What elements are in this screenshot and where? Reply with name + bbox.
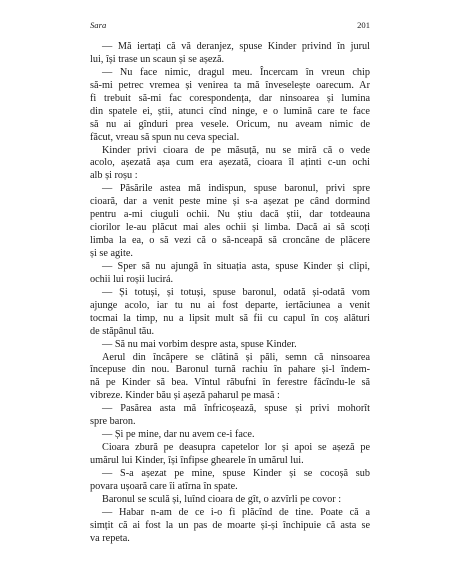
- text-line: ochii lui roșii lucirá.: [90, 273, 174, 285]
- text-line: — Nu face nimic, dragul meu. Încercam în vreun chip: [102, 66, 370, 78]
- text-line: ajunge acolo, iar tu nu ai fost departe, iertăciunea a venit: [90, 299, 370, 311]
- paragraph: [90, 145, 370, 184]
- text-line: spre baron.: [90, 416, 136, 428]
- page-number: 201: [357, 20, 370, 30]
- text-line: simțit că ai fost la un pas de moarte și-și închipuie că asta se: [90, 519, 370, 531]
- text-line: — Și pe mine, dar nu avem ce-i face.: [102, 429, 255, 441]
- body-text: [90, 41, 370, 546]
- text-line: va repeta.: [90, 532, 130, 544]
- paragraph: [90, 352, 370, 404]
- text-line: limba la ea, o să vezi că o să-nceapă să croncăne de plăcere: [90, 235, 370, 247]
- text-line: alb și roșu :: [90, 170, 138, 182]
- paragraph: [90, 41, 370, 67]
- text-line: din spatele ei, știi, atunci cînd ninge, e o lumină care te face: [90, 105, 370, 117]
- text-line: tocmai la timp, nu a lipsit mult să fii cu capul în coș alături: [90, 312, 370, 324]
- text-line: fi trebuit să-mi fac corespondența, dar ninsoarea și lumina: [90, 92, 370, 104]
- paragraph: [90, 339, 370, 352]
- text-line: — S-a așezat pe mine, spuse Kinder și se cocoșă sub: [102, 467, 370, 479]
- text-line: povara ușoară care îi atîrna în spate.: [90, 480, 238, 492]
- paragraph: [90, 183, 370, 261]
- text-line: făcut, vreau să spun nu ceva special.: [90, 131, 240, 143]
- text-line: Kinder privi cioara de pe măsuță, nu se miră că o vede: [102, 144, 370, 156]
- paragraph: [90, 403, 370, 429]
- text-line: Baronul se sculă și, luînd cioara de gît, o azvîrli pe covor :: [102, 493, 342, 505]
- text-line: — Păsările astea mă indispun, spuse baronul, privi spre: [102, 183, 370, 195]
- text-line: cioară, dar a venit peste mine și s-a așezat pe când dormind: [90, 196, 370, 208]
- text-line: și se agite.: [90, 248, 133, 259]
- paragraph: [90, 287, 370, 339]
- text-line: — Să nu mai vorbim despre asta, spuse Kinder.: [102, 338, 297, 350]
- text-line: — Habar n-am de ce i-o fi plăcînd de tine. Poate că a: [102, 506, 370, 518]
- text-line: de stăpânul tău.: [90, 325, 155, 337]
- text-line: vibreze. Kinder bău și așeză paharul pe masă :: [90, 390, 280, 402]
- text-line: să-mi petrec vremea și venirea ta mă înveselește oarecum. Ar: [90, 79, 370, 91]
- text-line: — Mă iertați că vă deranjez, spuse Kinder privind în jurul: [102, 41, 370, 52]
- running-head: Sara: [90, 20, 107, 30]
- text-line: Aerul din încăpere se clătină și păli, semn că ninsoarea: [102, 351, 370, 363]
- paragraph: [90, 261, 370, 287]
- paragraph: [90, 494, 370, 507]
- text-line: lui, își trase un scaun și se așeză.: [90, 53, 225, 65]
- paragraph: [90, 67, 370, 145]
- paragraph: [90, 507, 370, 546]
- paragraph: [90, 429, 370, 442]
- paragraph: [90, 442, 370, 468]
- text-line: să nu ai gînduri prea vesele. Oricum, nu aveam nimic de: [90, 118, 370, 130]
- text-line: Cioara zbură pe deasupra capetelor lor și apoi se așeză pe: [102, 442, 370, 454]
- text-line: — Și totuși, și totuși, spuse baronul, odată și-odată vom: [102, 286, 370, 298]
- page-header: [90, 18, 370, 32]
- text-line: — Sper să nu ajungă în situația asta, spuse Kinder și clipi,: [102, 260, 370, 272]
- text-line: începuse din nou. Baronul turnă rachiu în pahare și-l îndem-: [90, 364, 370, 376]
- text-line: ciorilor le-au plăcut mai ales ochii și limba. Dacă ai să scoți: [90, 222, 370, 234]
- text-line: nă pe Kinder să bea. Vîntul răbufni în ferestre făcîndu-le să: [90, 377, 370, 389]
- text-line: umărul lui Kinder, își înfipse ghearele în umărul lui.: [90, 455, 304, 466]
- text-line: acolo, așezată așa cum era așezată, cioara îl aținti c-un ochi: [90, 157, 370, 169]
- text-line: pentru a-mi ciuguli ochii. Nu știu dacă știi, dar totdeauna: [90, 209, 370, 221]
- paragraph: [90, 468, 370, 494]
- text-line: — Pasărea asta mă înfricoșează, spuse și privi mohorît: [102, 403, 370, 415]
